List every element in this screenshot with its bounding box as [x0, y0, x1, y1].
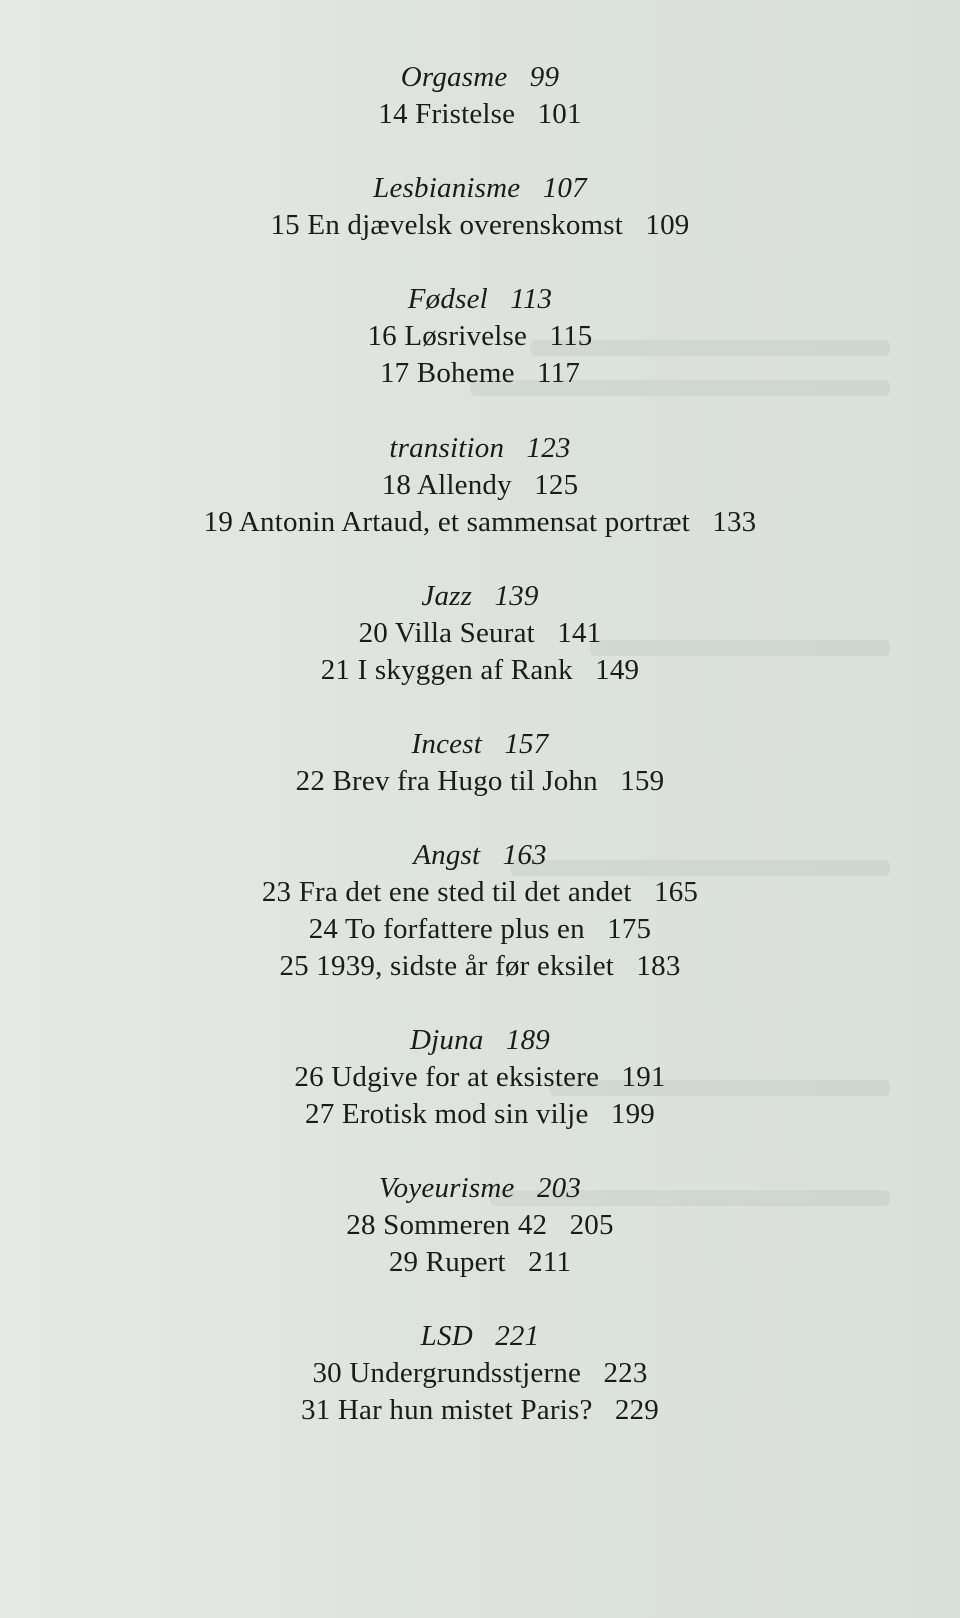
chapter-title: 30 Undergrundsstjerne	[312, 1357, 582, 1389]
chapter-title: 31 Har hun mistet Paris?	[301, 1394, 593, 1426]
chapter-title: 25 1939, sidste år før eksilet	[279, 950, 615, 982]
page-number: 139	[494, 580, 539, 612]
toc-chapter-entry	[0, 912, 960, 946]
page-number: 109	[645, 209, 690, 241]
chapter-title: 15 En djævelsk overenskomst	[270, 209, 624, 241]
page-number: 149	[595, 654, 640, 686]
page-number: 175	[607, 913, 652, 945]
page-number: 165	[654, 876, 699, 908]
toc-chapter-entry	[0, 764, 960, 798]
toc-part-heading	[0, 838, 960, 872]
toc-chapter-entry	[0, 949, 960, 983]
page-number: 113	[510, 283, 553, 315]
toc-chapter-entry	[0, 468, 960, 502]
page-number: 115	[549, 320, 593, 352]
toc-chapter-entry	[0, 1060, 960, 1094]
toc-chapter-entry	[0, 875, 960, 909]
toc-chapter-entry	[0, 1356, 960, 1390]
toc-chapter-entry	[0, 1097, 960, 1131]
toc-chapter-entry	[0, 1245, 960, 1279]
page-number: 107	[542, 172, 587, 204]
toc-part-heading	[0, 171, 960, 205]
toc-chapter-entry	[0, 616, 960, 650]
toc-part-heading	[0, 282, 960, 316]
chapter-title: 16 Løsrivelse	[367, 320, 528, 352]
page-number: 133	[712, 506, 757, 538]
chapter-title: 24 To forfattere plus en	[308, 913, 585, 945]
page-number: 123	[526, 432, 571, 464]
chapter-title: 19 Antonin Artaud, et sammensat portræt	[203, 506, 690, 538]
page-number: 141	[557, 617, 602, 649]
page-number: 101	[537, 98, 582, 130]
part-title: Angst	[413, 839, 481, 871]
part-title: Fødsel	[407, 283, 488, 315]
part-title: Voyeurisme	[378, 1172, 515, 1204]
toc-chapter-entry	[0, 208, 960, 242]
page-number: 159	[620, 765, 665, 797]
chapter-title: 21 I skyggen af Rank	[320, 654, 573, 686]
toc-chapter-entry	[0, 1393, 960, 1427]
part-title: transition	[389, 432, 505, 464]
toc-chapter-entry	[0, 653, 960, 687]
page-number: 157	[504, 728, 549, 760]
part-title: LSD	[420, 1320, 473, 1352]
toc-part-heading	[0, 579, 960, 613]
part-title: Djuna	[410, 1024, 484, 1056]
toc-chapter-entry	[0, 319, 960, 353]
part-title: Lesbianisme	[373, 172, 521, 204]
page-number: 211	[528, 1246, 572, 1278]
toc-part-heading	[0, 727, 960, 761]
part-title: Jazz	[421, 580, 473, 612]
toc-chapter-entry	[0, 1208, 960, 1242]
chapter-title: 26 Udgive for at eksistere	[294, 1061, 600, 1093]
part-title: Incest	[411, 728, 482, 760]
chapter-title: 28 Sommeren 42	[346, 1209, 548, 1241]
chapter-title: 17 Boheme	[379, 357, 515, 389]
toc-part-heading	[0, 1023, 960, 1057]
chapter-title: 29 Rupert	[388, 1246, 506, 1278]
page-number: 163	[502, 839, 547, 871]
page-number: 203	[536, 1172, 582, 1204]
page-number: 117	[537, 357, 581, 389]
chapter-title: 18 Allendy	[381, 469, 512, 501]
toc-part-heading	[0, 1171, 960, 1205]
chapter-title: 20 Villa Seurat	[358, 617, 535, 649]
page-number: 199	[610, 1098, 655, 1130]
page-number: 229	[614, 1394, 659, 1426]
page-number: 183	[636, 950, 681, 982]
toc-chapter-entry	[0, 97, 960, 131]
chapter-title: 23 Fra det ene sted til det andet	[261, 876, 632, 908]
chapter-title: 27 Erotisk mod sin vilje	[305, 1098, 589, 1130]
part-title: Orgasme	[400, 61, 508, 93]
chapter-title: 14 Fristelse	[378, 98, 516, 130]
toc-part-heading	[0, 431, 960, 465]
page-number: 99	[529, 61, 560, 93]
toc-chapter-entry	[0, 505, 960, 539]
page-number: 223	[603, 1357, 648, 1389]
toc-part-heading	[0, 1319, 960, 1353]
page-number: 191	[621, 1061, 666, 1093]
toc-part-heading	[0, 60, 960, 94]
page-number: 221	[495, 1320, 540, 1352]
page-number: 205	[569, 1209, 614, 1241]
chapter-title: 22 Brev fra Hugo til John	[295, 765, 598, 797]
toc-chapter-entry	[0, 356, 960, 390]
page-number: 189	[505, 1024, 550, 1056]
page-number: 125	[534, 469, 579, 501]
